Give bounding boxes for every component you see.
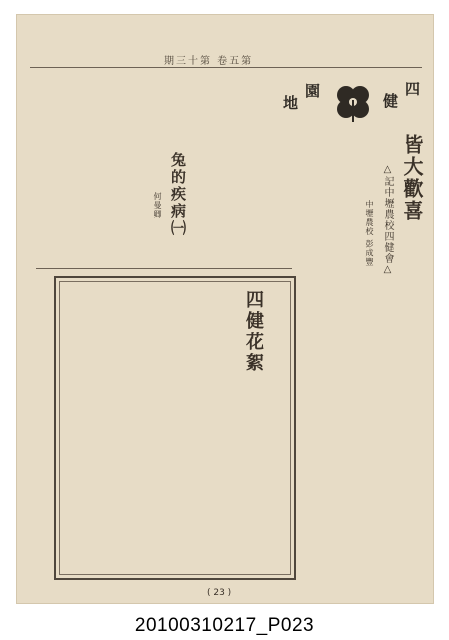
- main-article-subtitle: △記中壢農校四健會△: [382, 164, 393, 276]
- logo-char-2: 園: [305, 82, 321, 100]
- disease-article-title: 兔的疾病㈠: [169, 152, 187, 237]
- page-number: ( 23 ): [207, 588, 232, 598]
- disease-article-body: [28, 76, 144, 266]
- flower-section-body-bottom: [66, 430, 284, 568]
- disease-article-body-top: [150, 76, 278, 146]
- main-article-author: 中壢農校 彭成豐: [365, 200, 374, 267]
- logo-char-3: 健: [383, 92, 399, 110]
- main-article-body-right: [286, 132, 356, 264]
- disease-article-author: 何曼卿: [153, 192, 162, 219]
- archive-caption: 20100310217_P023: [134, 615, 315, 636]
- flower-section-title: 四健花絮: [243, 290, 264, 374]
- logo-char-1: 地: [283, 94, 299, 112]
- clover-icon: [329, 82, 377, 122]
- flower-section-body-top: [66, 288, 234, 424]
- magazine-page: [16, 14, 434, 604]
- page-header: [16, 52, 434, 67]
- section-divider: [36, 268, 292, 269]
- four-h-flower-box: [54, 276, 296, 580]
- logo-char-4: 四: [405, 80, 421, 98]
- header-rule: [30, 67, 422, 68]
- four-h-garden-logo: [281, 76, 429, 128]
- main-article-title: 皆大歡喜: [400, 134, 424, 222]
- issue-line: 期三十第 卷五第: [164, 56, 254, 67]
- main-article-body-lower: [300, 282, 424, 568]
